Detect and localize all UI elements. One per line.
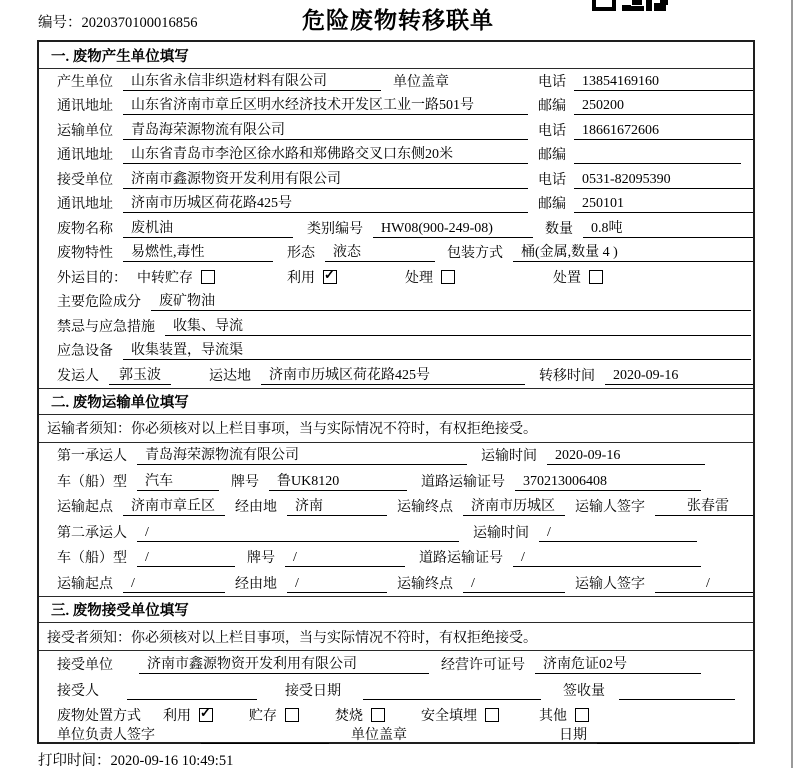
producer-label: 产生单位 xyxy=(57,74,113,90)
packing-value: 桶(金属,数量 4 ) xyxy=(513,241,753,262)
checkbox-other xyxy=(575,708,589,722)
receiver-row xyxy=(39,167,753,192)
checkbox-utilize xyxy=(323,270,337,284)
checkbox-incinerate xyxy=(371,708,385,722)
scan-page-edge xyxy=(791,0,793,768)
producer-phone-group xyxy=(538,71,753,91)
carrier2-label: 第二承运人 xyxy=(57,525,127,541)
phone-label: 电话 xyxy=(538,172,566,188)
plate-label: 牌号 xyxy=(231,474,259,490)
carrier2-via-value: / xyxy=(287,576,387,593)
zip-label: 邮编 xyxy=(538,148,566,163)
carrier2-vehicle-value: / xyxy=(137,550,235,567)
carrier2-route-row xyxy=(39,570,753,596)
carrier1-via-value: 济南 xyxy=(287,495,387,516)
checkbox-transit-storage xyxy=(201,270,215,284)
form-label: 形态 xyxy=(287,246,315,261)
disposal-option-label: 其他 xyxy=(539,708,567,724)
serial-value: 2020370100016856 xyxy=(81,15,198,31)
unit-seal-label: 单位盖章 xyxy=(351,728,407,744)
hazard-row xyxy=(39,290,753,315)
via-label: 经由地 xyxy=(235,500,277,516)
address-label: 通讯地址 xyxy=(57,99,113,114)
carrier1-plate-value: 鲁UK8120 xyxy=(269,470,407,491)
receiver-phone-value: 0531-82095390 xyxy=(574,172,753,189)
transporter-zip-group xyxy=(538,144,753,164)
transfer-time-label: 转移时间 xyxy=(539,368,595,384)
checkbox-store xyxy=(285,708,299,722)
accept-date-label: 接受日期 xyxy=(285,684,341,700)
accept-unit-value: 济南市鑫源物资开发利用有限公司 xyxy=(139,653,429,674)
carrier2-origin-value: / xyxy=(123,576,225,593)
purpose-option-label: 中转贮存 xyxy=(137,271,193,287)
terminus-label: 运输终点 xyxy=(397,500,453,516)
transporter-value: 青岛海荣源物流有限公司 xyxy=(123,119,528,140)
transfer-time-value: 2020-09-16 xyxy=(605,368,753,385)
carrier1-sign-value: 张春雷 xyxy=(655,495,753,516)
print-time-label: 打印时间： xyxy=(38,753,111,769)
phone-label: 电话 xyxy=(538,123,566,139)
origin-label: 运输起点 xyxy=(57,577,113,593)
transporter-zip-value xyxy=(574,163,741,164)
date-value xyxy=(597,743,739,744)
hazard-label: 主要危险成分 xyxy=(57,295,141,310)
producer-row xyxy=(39,69,753,94)
vehicle-type-label: 车（船）型 xyxy=(57,551,127,567)
transporter-phone-group xyxy=(538,120,753,140)
vehicle-type-label: 车（船）型 xyxy=(57,474,127,490)
purpose-option-label: 处理 xyxy=(405,271,433,287)
carrier1-label: 第一承运人 xyxy=(57,449,127,465)
signed-amount-value xyxy=(619,699,735,700)
transporter-notice: 运输者须知：你必须核对以上栏目事项，当与实际情况不符时，有权拒绝接受。 xyxy=(39,415,753,443)
checkbox-dispose xyxy=(589,270,603,284)
disposal-option-label: 利用 xyxy=(163,708,191,724)
shipper-row xyxy=(39,363,753,388)
equipment-row xyxy=(39,339,753,364)
carrier2-sign-value: / xyxy=(655,576,753,593)
waste-name-value: 废机油 xyxy=(123,217,293,238)
purpose-option-label: 处置 xyxy=(553,271,581,287)
destination-label: 运达地 xyxy=(209,368,251,384)
transporter-phone-value: 18661672606 xyxy=(574,123,753,140)
transport-time-label: 运输时间 xyxy=(481,449,537,465)
document-header xyxy=(0,0,796,40)
form-value: 液态 xyxy=(325,241,435,262)
shipper-label: 发运人 xyxy=(57,368,99,384)
disposal-option-label: 焚烧 xyxy=(335,708,363,724)
disposal-option-label: 安全填埋 xyxy=(421,708,477,724)
disposal-label: 废物处置方式 xyxy=(57,708,141,724)
transporter-label: 运输单位 xyxy=(57,123,113,139)
principal-sign-label: 单位负责人签字 xyxy=(57,728,155,744)
qr-code-fragment-icon xyxy=(592,0,668,11)
date-label: 日期 xyxy=(559,728,587,744)
transporter-address-value: 山东省青岛市李沧区徐水路和郑佛路交叉口东侧20米 xyxy=(123,143,528,164)
category-value: HW08(900-249-08) xyxy=(373,221,533,238)
carrier2-terminus-value: / xyxy=(463,576,565,593)
taboo-label: 禁忌与应急措施 xyxy=(57,319,155,335)
carrier1-vehicle-value: 汽车 xyxy=(137,470,219,491)
checkbox-treat xyxy=(441,270,455,284)
equipment-label: 应急设备 xyxy=(57,344,113,359)
carrier1-origin-value: 济南市章丘区 xyxy=(123,495,225,516)
waste-character-row xyxy=(39,241,753,266)
receiver-address-value: 济南市历城区荷花路425号 xyxy=(123,192,528,213)
carrier1-name-value: 青岛海荣源物流有限公司 xyxy=(137,444,467,465)
receiver-zip-group xyxy=(538,193,753,213)
carrier1-row xyxy=(39,443,753,469)
qty-value: 0.8吨 xyxy=(583,217,753,238)
producer-phone-value: 13854169160 xyxy=(574,74,753,91)
origin-label: 运输起点 xyxy=(57,500,113,516)
carrier-sign-label: 运输人签字 xyxy=(575,500,645,516)
carrier2-plate-value: / xyxy=(285,550,405,567)
shipper-value: 郭玉波 xyxy=(109,364,171,385)
carrier-sign-label: 运输人签字 xyxy=(575,577,645,593)
disposal-row xyxy=(39,703,753,726)
character-value: 易燃性,毒性 xyxy=(123,241,273,262)
accept-unit-row xyxy=(39,651,753,677)
producer-address-value: 山东省济南市章丘区明水经济技术开发区工业一路501号 xyxy=(123,94,528,115)
qty-label: 数量 xyxy=(545,221,573,237)
carrier2-license-value: / xyxy=(513,550,701,567)
producer-zip-group xyxy=(538,95,753,115)
carrier2-name-value: / xyxy=(137,525,459,542)
accept-unit-label: 接受单位 xyxy=(57,658,113,674)
receiver-value: 济南市鑫源物资开发利用有限公司 xyxy=(123,168,528,189)
unit-seal-label: 单位盖章 xyxy=(393,74,449,90)
carrier2-vehicle-row xyxy=(39,545,753,571)
checkbox-utilize xyxy=(199,708,213,722)
destination-value: 济南市历城区荷花路425号 xyxy=(261,364,525,385)
phone-label: 电话 xyxy=(538,74,566,90)
serial-label: 编号： xyxy=(38,15,82,31)
equipment-value: 收集装置，导流渠 xyxy=(123,339,751,360)
transport-time-label: 运输时间 xyxy=(473,525,529,541)
section1-title: 一. 废物产生单位填写 xyxy=(39,42,753,69)
waste-name-row xyxy=(39,216,753,241)
terminus-label: 运输终点 xyxy=(397,577,453,593)
receiver-zip-value: 250101 xyxy=(574,196,753,213)
receiver-label: 接受单位 xyxy=(57,172,113,188)
accept-person-value xyxy=(127,699,257,700)
via-label: 经由地 xyxy=(235,577,277,593)
address-label: 通讯地址 xyxy=(57,197,113,212)
road-license-label: 道路运输证号 xyxy=(419,551,503,567)
section2-title: 二. 废物运输单位填写 xyxy=(39,388,753,415)
producer-value: 山东省永信非织造材料有限公司 xyxy=(123,70,381,91)
zip-label: 邮编 xyxy=(538,197,566,212)
purpose-row xyxy=(39,265,753,290)
carrier1-route-row xyxy=(39,494,753,520)
accept-date-value xyxy=(363,699,541,700)
purpose-option-label: 利用 xyxy=(287,271,315,287)
carrier1-vehicle-row xyxy=(39,468,753,494)
producer-address-row xyxy=(39,94,753,119)
transporter-row xyxy=(39,118,753,143)
section3-title: 三. 废物接受单位填写 xyxy=(39,596,753,623)
waste-name-label: 废物名称 xyxy=(57,221,113,237)
page-title: 危险废物转移联单 xyxy=(302,8,494,33)
carrier2-row xyxy=(39,519,753,545)
character-label: 废物特性 xyxy=(57,246,113,261)
packing-label: 包装方式 xyxy=(447,246,503,261)
print-time-value: 2020-09-16 10:49:51 xyxy=(110,753,234,769)
principal-sign-value xyxy=(201,743,329,744)
hazard-value: 废矿物油 xyxy=(151,290,751,311)
carrier1-terminus-value: 济南市历城区 xyxy=(463,495,565,516)
checkbox-landfill xyxy=(485,708,499,722)
print-time xyxy=(38,749,233,770)
disposal-option-label: 贮存 xyxy=(249,708,277,724)
category-label: 类别编号 xyxy=(307,221,363,237)
permit-label: 经营许可证号 xyxy=(441,658,525,674)
accept-person-row xyxy=(39,677,753,703)
plate-label: 牌号 xyxy=(247,551,275,567)
road-license-label: 道路运输证号 xyxy=(421,474,505,490)
permit-value: 济南危证02号 xyxy=(535,653,701,674)
accept-person-label: 接受人 xyxy=(57,684,99,700)
transporter-address-row xyxy=(39,143,753,168)
receiver-address-row xyxy=(39,192,753,217)
principal-sign-row xyxy=(39,726,753,747)
carrier2-time-value: / xyxy=(539,525,697,542)
zip-label: 邮编 xyxy=(538,99,566,114)
carrier1-time-value: 2020-09-16 xyxy=(547,448,705,465)
taboo-row xyxy=(39,314,753,339)
transfer-manifest-form xyxy=(37,40,755,744)
signed-amount-label: 签收量 xyxy=(563,684,605,700)
purpose-label: 外运目的： xyxy=(57,271,127,287)
receiver-notice: 接受者须知：你必须核对以上栏目事项，当与实际情况不符时，有权拒绝接受。 xyxy=(39,623,753,651)
taboo-value: 收集、导流 xyxy=(165,315,751,336)
address-label: 通讯地址 xyxy=(57,148,113,163)
producer-zip-value: 250200 xyxy=(574,98,753,115)
carrier1-license-value: 370213006408 xyxy=(515,474,701,491)
receiver-phone-group xyxy=(538,169,753,189)
